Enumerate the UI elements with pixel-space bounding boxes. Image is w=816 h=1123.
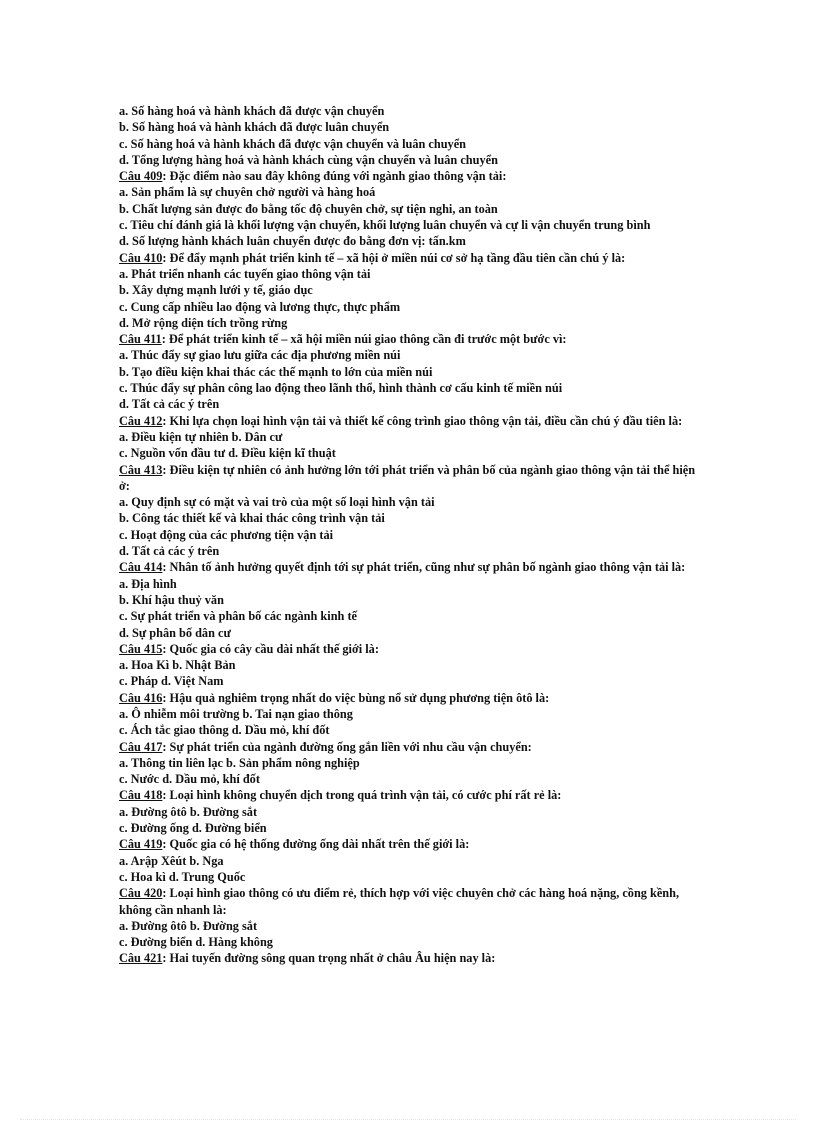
question-line xyxy=(119,885,701,918)
answer-option: c. Ách tắc giao thông d. Dầu mỏ, khí đốt xyxy=(119,723,330,738)
answer-option: d. Tất cả các ý trên xyxy=(119,397,220,412)
question-line xyxy=(119,950,701,966)
answer-option: c. Số hàng hoá và hành khách đã được vận chuyển và luân chuyển xyxy=(119,136,466,151)
question-line xyxy=(119,413,701,429)
question-text: : Loại hình giao thông có ưu điểm rẻ, thích hợp với việc chuyên chở các hàng hoá nặng, cồng kềnh, không cần nhanh là: xyxy=(119,886,680,917)
question-text: : Nhân tố ảnh hưởng quyết định tới sự phát triển, cũng như sự phân bố ngành giao thông vận tải là: xyxy=(162,560,686,575)
answer-option: a. Địa hình xyxy=(119,576,177,591)
answer-option: a. Đường ôtô b. Đường sắt xyxy=(119,804,258,819)
question-text: : Hai tuyến đường sông quan trọng nhất ở châu Âu hiện nay là: xyxy=(162,951,496,966)
question-line xyxy=(119,462,701,495)
question-number: Câu 420 xyxy=(119,886,163,901)
question-text: : Hậu quả nghiêm trọng nhất do việc bùng nổ sử dụng phương tiện ôtô là: xyxy=(162,690,550,705)
answer-option: a. Đường ôtô b. Đường sắt xyxy=(119,918,258,933)
answer-option: d. Sự phân bố dân cư xyxy=(119,625,231,640)
question-text: : Điều kiện tự nhiên có ảnh hưởng lớn tới phát triển và phân bố của ngành giao thông vận tải thể hiện ở: xyxy=(119,462,696,493)
question-text: : Để phát triển kinh tế – xã hội miền núi giao thông cần đi trước một bước vì: xyxy=(161,332,567,347)
answer-option: c. Cung cấp nhiều lao động và lương thực, thực phẩm xyxy=(119,299,401,314)
answer-option: a. Thông tin liên lạc b. Sản phẩm nông nghiệp xyxy=(119,755,360,770)
answer-option: c. Nguồn vốn đầu tư d. Điều kiện kĩ thuật xyxy=(119,446,336,461)
answer-option: c. Nước d. Dầu mỏ, khí đốt xyxy=(119,772,260,787)
question-line xyxy=(119,787,701,803)
question-number: Câu 416 xyxy=(119,690,163,705)
question-number: Câu 421 xyxy=(119,951,163,966)
question-text: : Quốc gia có hệ thống đường ống dài nhất trên thế giới là: xyxy=(162,837,470,852)
question-number: Câu 418 xyxy=(119,788,163,803)
question-number: Câu 412 xyxy=(119,413,163,428)
question-number: Câu 417 xyxy=(119,739,163,754)
answer-option: a. Điều kiện tự nhiên b. Dân cư xyxy=(119,429,283,444)
answer-option: b. Xây dựng mạnh lưới y tế, giáo dục xyxy=(119,283,313,298)
question-number: Câu 413 xyxy=(119,462,163,477)
answer-option: c. Pháp d. Việt Nam xyxy=(119,674,224,689)
answer-option: d. Mở rộng diện tích trồng rừng xyxy=(119,315,288,330)
question-number: Câu 419 xyxy=(119,837,163,852)
question-text: : Để đẩy mạnh phát triển kinh tế – xã hội ở miền núi cơ sở hạ tầng đầu tiên cần chú ý là: xyxy=(162,250,626,265)
answer-option: a. Hoa Kì b. Nhật Bản xyxy=(119,658,236,673)
question-text: : Quốc gia có cây cầu dài nhất thế giới là: xyxy=(162,641,379,656)
answer-option: c. Đường biển d. Hàng không xyxy=(119,935,273,950)
answer-option: a. Số hàng hoá và hành khách đã được vận chuyển xyxy=(119,104,385,118)
answer-option: b. Khí hậu thuỷ văn xyxy=(119,592,224,607)
answer-option: a. Ô nhiễm môi trường b. Tai nạn giao thông xyxy=(119,706,353,721)
answer-option: a. Sản phẩm là sự chuyên chở người và hàng hoá xyxy=(119,185,376,200)
question-text: : Sự phát triển của ngành đường ống gắn liền với nhu cầu vận chuyển: xyxy=(162,739,532,754)
answer-option: b. Công tác thiết kế và khai thác công trình vận tải xyxy=(119,511,385,526)
question-line xyxy=(119,739,701,755)
question-line xyxy=(119,168,701,184)
question-line xyxy=(119,836,701,852)
question-number: Câu 409 xyxy=(119,169,163,184)
question-line xyxy=(119,559,701,575)
answer-option: c. Tiêu chí đánh giá là khối lượng vận chuyển, khối lượng luân chuyển và cự li vận chuyển trung bình xyxy=(119,218,651,233)
answer-option: d. Tất cả các ý trên xyxy=(119,544,220,559)
answer-option: a. Quy định sự có mặt và vai trò của một số loại hình vận tải xyxy=(119,495,435,510)
answer-option: d. Tổng lượng hàng hoá và hành khách cùng vận chuyển và luân chuyển xyxy=(119,152,498,167)
answer-option: a. Thúc đẩy sự giao lưu giữa các địa phương miền núi xyxy=(119,348,401,363)
question-list xyxy=(119,103,701,967)
question-line xyxy=(119,331,701,347)
question-text: : Loại hình không chuyển dịch trong quá trình vận tải, có cước phí rất rẻ là: xyxy=(162,788,562,803)
question-line xyxy=(119,690,701,706)
answer-option: b. Số hàng hoá và hành khách đã được luân chuyển xyxy=(119,120,390,135)
answer-option: b. Tạo điều kiện khai thác các thế mạnh to lớn của miền núi xyxy=(119,364,433,379)
question-text: : Đặc điểm nào sau đây không đúng với ngành giao thông vận tải: xyxy=(162,169,507,184)
answer-option: c. Hoa kì d. Trung Quốc xyxy=(119,869,246,884)
answer-option: c. Đường ống d. Đường biển xyxy=(119,821,267,836)
question-text: : Khi lựa chọn loại hình vận tải và thiết kế công trình giao thông vận tải, điều cần chú ý đầu tiên là: xyxy=(162,413,683,428)
question-number: Câu 411 xyxy=(119,332,162,347)
question-number: Câu 415 xyxy=(119,641,163,656)
question-number: Câu 414 xyxy=(119,560,163,575)
answer-option: c. Thúc đẩy sự phân công lao động theo lãnh thổ, hình thành cơ cấu kinh tế miền núi xyxy=(119,381,563,396)
question-number: Câu 410 xyxy=(119,250,163,265)
answer-option: b. Chất lượng sản được đo bằng tốc độ chuyên chở, sự tiện nghi, an toàn xyxy=(119,201,498,216)
answer-option: c. Hoạt động của các phương tiện vận tải xyxy=(119,527,334,542)
question-line xyxy=(119,250,701,266)
page-bottom-divider xyxy=(20,1119,796,1120)
question-line xyxy=(119,641,701,657)
answer-option: d. Số lượng hành khách luân chuyển được đo bằng đơn vị: tấn.km xyxy=(119,234,466,249)
answer-option: c. Sự phát triển và phân bố các ngành kinh tế xyxy=(119,609,357,624)
answer-option: a. Arập Xêút b. Nga xyxy=(119,853,224,868)
answer-option: a. Phát triển nhanh các tuyến giao thông vận tải xyxy=(119,266,371,281)
